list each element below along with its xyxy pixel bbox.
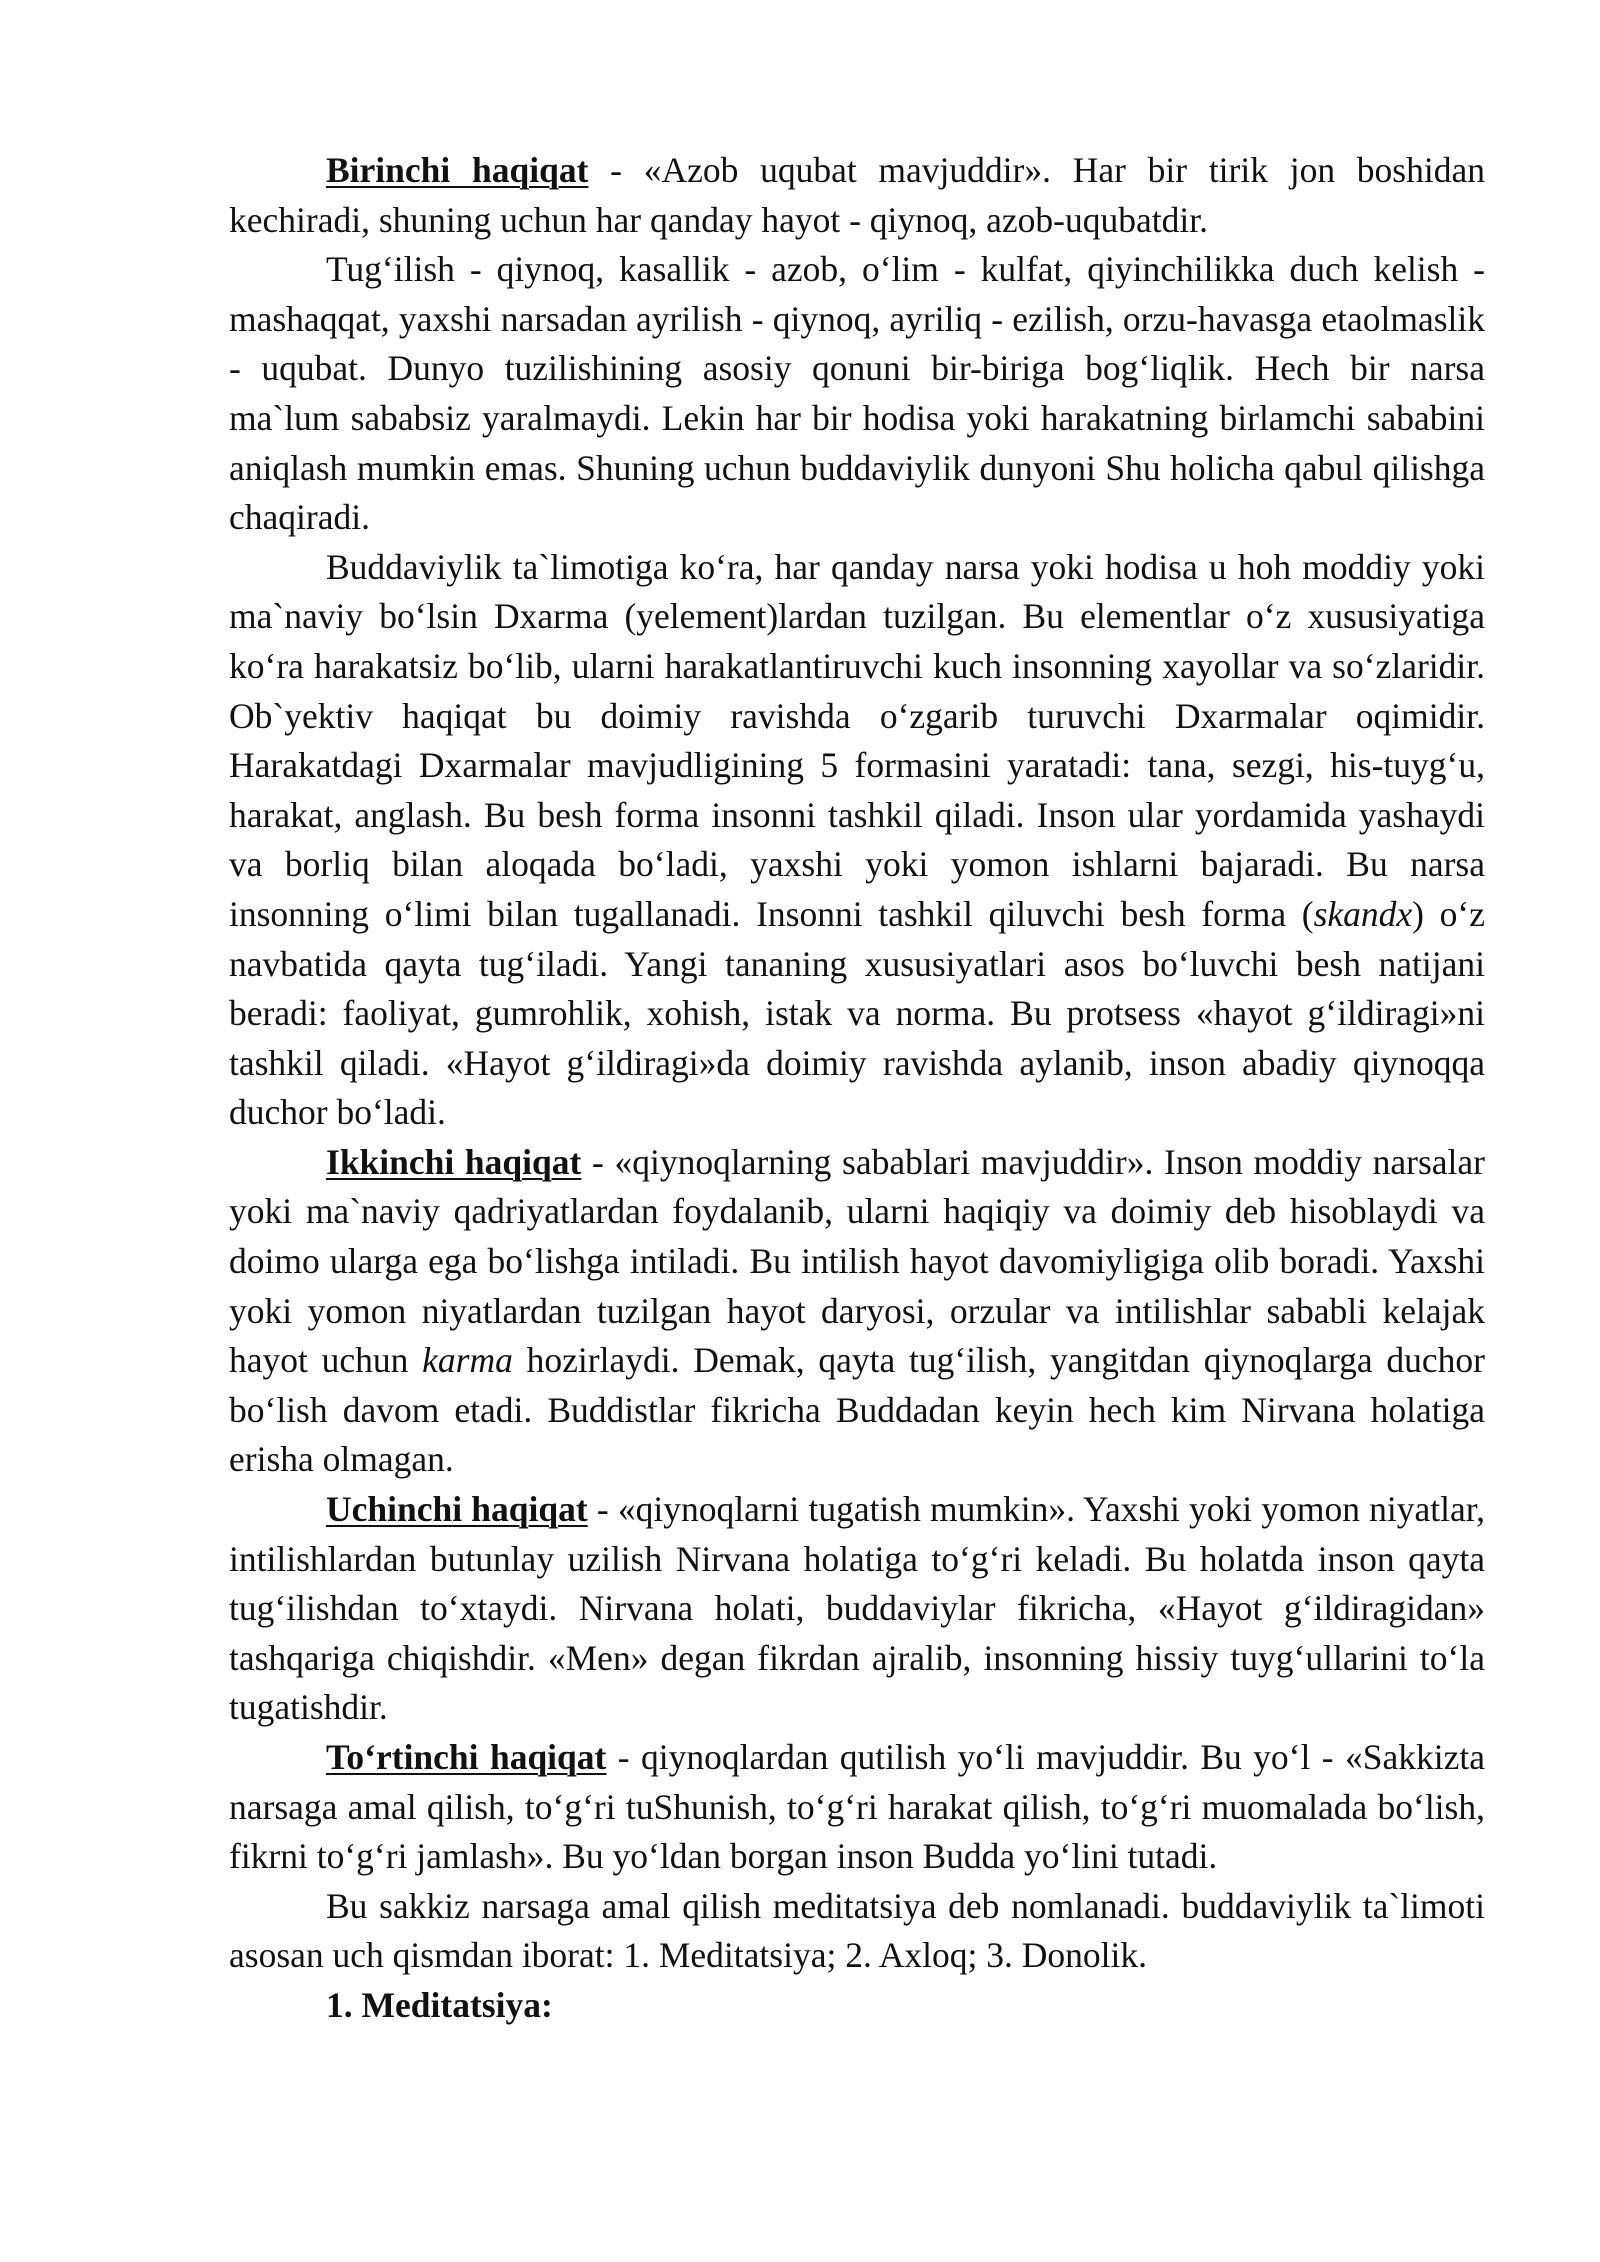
paragraph-text: Tug‘ilish - qiynoq, kasallik - azob, o‘lim - kulfat, qiyinchilikka duch kelish - mashaqqat, yaxshi narsadan ayrilish - qiynoq, ayriliq - ezilish, orzu-havasga etaolmaslik - uqubat. Dunyo tuzilishining asosiy qonuni bir-biriga bog‘liqlik. Hech bir narsa ma`lum sababsiz yaralmaydi. Lekin har bir hodisa yoki harakatning birlamchi sababini aniqlash mumkin emas. Shuning uchun buddaviylik dunyoni Shu holicha qabul qilishga chaqiradi. [229,249,1485,538]
heading-third-truth: Uchinchi haqiqat [326,1489,588,1530]
italic-term: karma [422,1340,513,1381]
paragraph-suffering [229,245,1485,543]
section-title-meditation: 1. Meditatsiya: [326,1984,553,2025]
paragraph-fourth-truth [229,1733,1485,1882]
heading-second-truth: Ikkinchi haqiqat [326,1141,582,1182]
paragraph-third-truth [229,1485,1485,1733]
heading-first-truth: Birinchi haqiqat [326,150,589,190]
paragraph-text: - «qiynoqlarni tugatish mumkin». Yaxshi yoki yomon niyatlar, intilishlardan butunlay uzilish Nirvana holatiga to‘g‘ri keladi. Bu holatda inson qayta tug‘ilishdan to‘xtaydi. Nirvana holati, buddaviylar fikricha, «Hayot g‘ildiragidan» tashqariga chiqishdir. «Men» degan fikrdan ajralib, insonning hissiy tuyg‘ullarini to‘la tugatishdir. [229,1489,1485,1728]
paragraph-first-truth [229,146,1485,245]
paragraph-text: hozirlaydi. Demak, qayta tug‘ilish, yangitdan qiynoqlarga duchor bo‘lish davom etadi. Buddistlar fikricha Buddadan keyin hech kim Nirvana holatiga erisha olmagan. [229,1340,1485,1480]
paragraph-dharma [229,543,1485,1138]
paragraph-text: Buddaviylik ta`limotiga ko‘ra, har qanday narsa yoki hodisa u hoh moddiy yoki ma`naviy bo‘lsin Dxarma (yelement)lardan tuzilgan. Bu elementlar o‘z xususiyatiga ko‘ra harakatsiz bo‘lib, ularni harakatlantiruvchi kuch insonning xayollar va so‘zlaridir. Ob`yektiv haqiqat bu doimiy ravishda o‘zgarib turuvchi Dxarmalar oqimidir. Harakatdagi Dxarmalar mavjudligining 5 formasini yaratadi: tana, sezgi, his-tuyg‘u, harakat, anglash. Bu besh forma insonni tashkil qiladi. Inson ular yordamida yashaydi va borliq bilan aloqada bo‘ladi, yaxshi yoki yomon ishlarni bajaradi. Bu narsa insonning o‘limi bilan tugallanadi. Insonni tashkil qiluvchi besh forma ( [229,546,1485,934]
paragraph-text: - qiynoqlardan qutilish yo‘li mavjuddir. Bu yo‘l - «Sakkizta narsaga amal qilish, to‘g‘ri tuShunish, to‘g‘ri harakat qilish, to‘g‘ri muomalada bo‘lish, fikrni to‘g‘ri jamlash». Bu yo‘ldan borgan inson Budda yo‘lini tutadi. [229,1737,1485,1877]
paragraph-second-truth [229,1138,1485,1485]
paragraph-text: - «Azob uqubat mavjuddir». Har bir tirik jon boshidan kechiradi, shuning uchun har qanday hayot - qiynoq, azob-uqubatdir. [229,150,1485,240]
paragraph-meditation-intro [229,1882,1485,1981]
paragraph-text: ) o‘z navbatida qayta tug‘iladi. Yangi tananing xususiyatlari asos bo‘luvchi besh natijani beradi: faoliyat, gumrohlik, xohish, istak va norma. Bu protsess «hayot g‘ildiragi»ni tashkil qiladi. «Hayot g‘ildiragi»da doimiy ravishda aylanib, inson abadiy qiynoqqa duchor bo‘ladi. [229,893,1485,1133]
italic-term: skandx [1313,893,1413,934]
paragraph-text: Bu sakkiz narsaga amal qilish meditatsiya deb nomlanadi. buddaviylik ta`limoti asosan uch qismdan iborat: 1. Meditatsiya; 2. Axloq; 3. Donolik. [229,1885,1485,1976]
heading-fourth-truth: To‘rtinchi haqiqat [326,1737,607,1777]
paragraph-text: - «qiynoqlarning sabablari mavjuddir». Inson moddiy narsalar yoki ma`naviy qadriyatlardan foydalanib, ularni haqiqiy va doimiy deb hisoblaydi va doimo ularga ega bo‘lishga intiladi. Bu intilish hayot davomiyligiga olib boradi. Yaxshi yoki yomon niyatlardan tuzilgan hayot daryosi, orzular va intilishlar sababli kelajak hayot uchun [229,1141,1486,1381]
document-page [229,146,1485,2031]
